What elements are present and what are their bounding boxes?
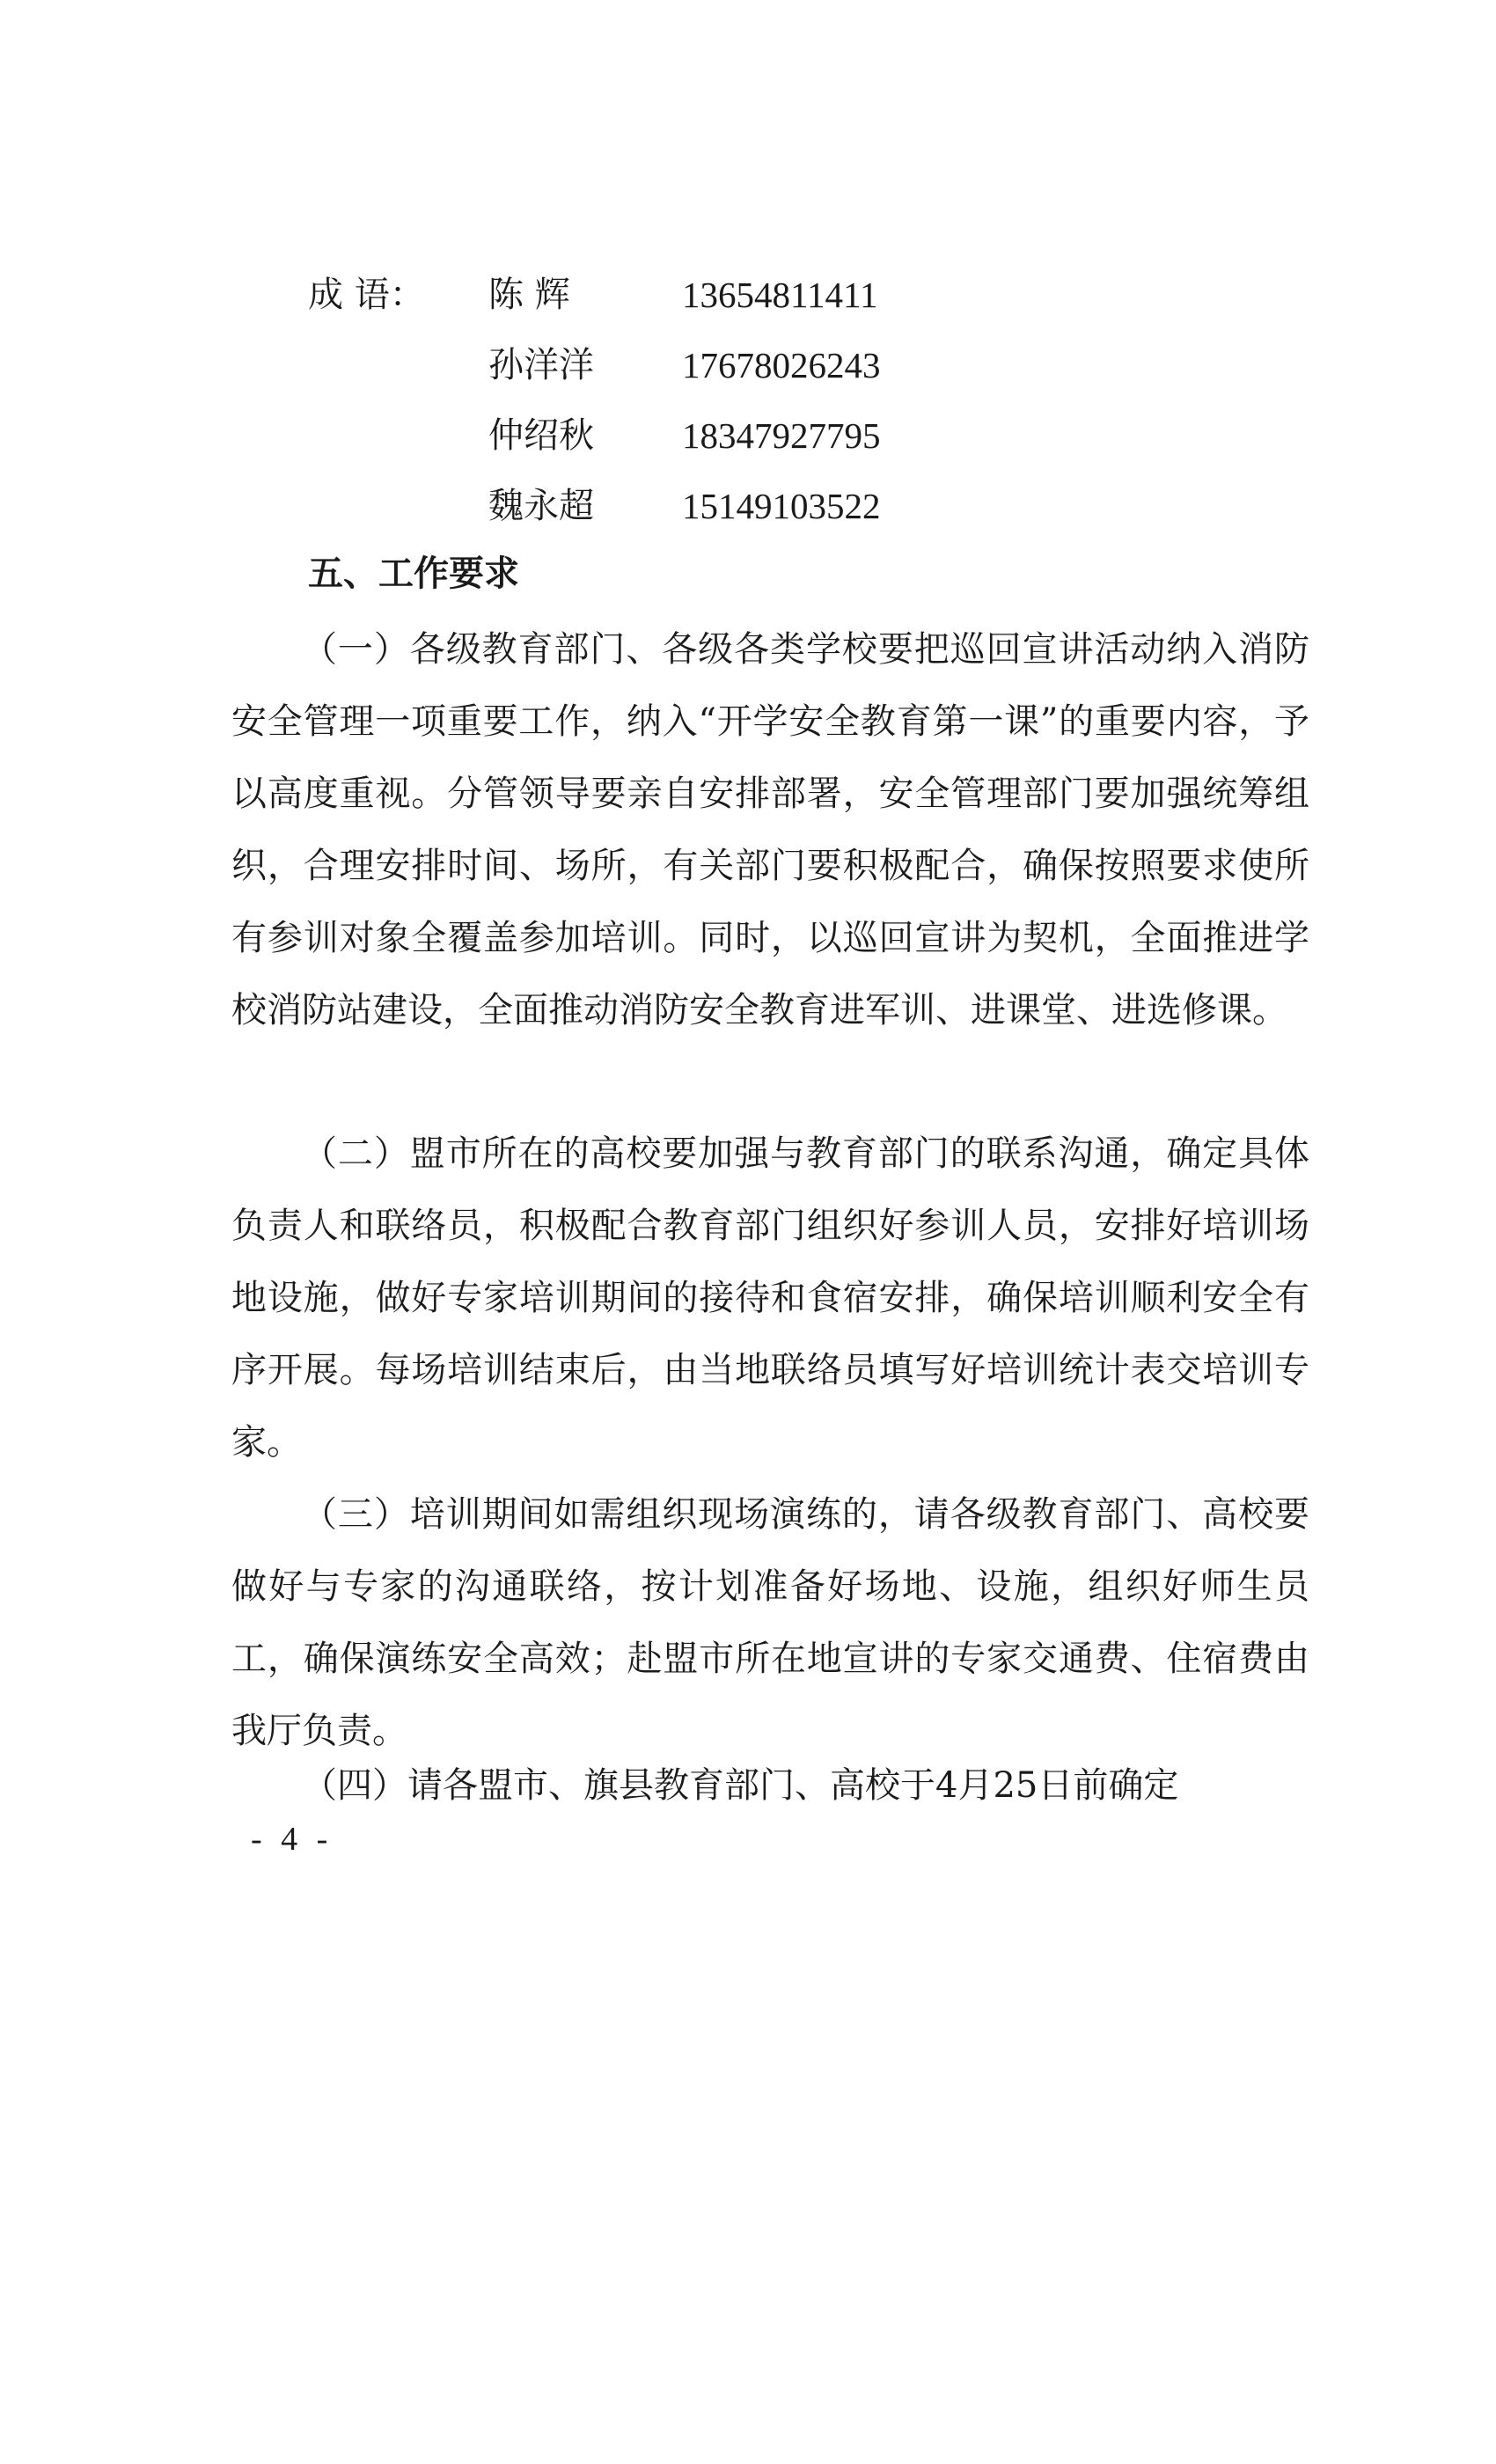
- paragraph-3: （三）培训期间如需组织现场演练的，请各级教育部门、高校要做好与专家的沟通联络，按计划准备好场地、设施，组织好师生员工，确保演练安全高效；赴盟市所在地宣讲的专家交通费、住宿费由我厅负责。: [231, 1494, 1309, 1751]
- contact-phone: 18347927795: [682, 415, 881, 456]
- page-number: - 4 -: [251, 1821, 334, 1858]
- contact-phone: 13654811411: [682, 275, 878, 315]
- paragraph-4: （四）请各盟市、旗县教育部门、高校于4月25日前确定: [302, 1765, 1179, 1806]
- contact-phone: 15149103522: [682, 486, 881, 526]
- contact-name: 魏永超: [488, 486, 594, 526]
- contact-name: 陈 辉: [488, 275, 570, 315]
- contact-name: 仲绍秋: [488, 415, 594, 456]
- contact-category-label: 成 语：: [308, 275, 425, 315]
- paragraph-2: （二）盟市所在的高校要加强与教育部门的联系沟通，确定具体负责人和联络员，积极配合教育部门组织好参训人员，安排好培训场地设施，做好专家培训期间的接待和食宿安排，确保培训顺利安全有序开展。每场培训结束后，由当地联络员填写好培训统计表交培训专家。: [231, 1133, 1309, 1463]
- contact-phone: 17678026243: [682, 345, 881, 385]
- contact-name: 孙洋洋: [488, 345, 594, 385]
- section-heading: 五、工作要求: [308, 554, 519, 594]
- paragraph-1: （一）各级教育部门、各级各类学校要把巡回宣讲活动纳入消防安全管理一项重要工作，纳入“开学安全教育第一课”的重要内容，予以高度重视。分管领导要亲自安排部署，安全管理部门要加强统筹组织，合理安排时间、场所，有关部门要积极配合，确保按照要求使所有参训对象全覆盖参加培训。同时，以巡回宣讲为契机，全面推进学校消防站建设，全面推动消防安全教育进军训、进课堂、进选修课。: [231, 629, 1309, 1030]
